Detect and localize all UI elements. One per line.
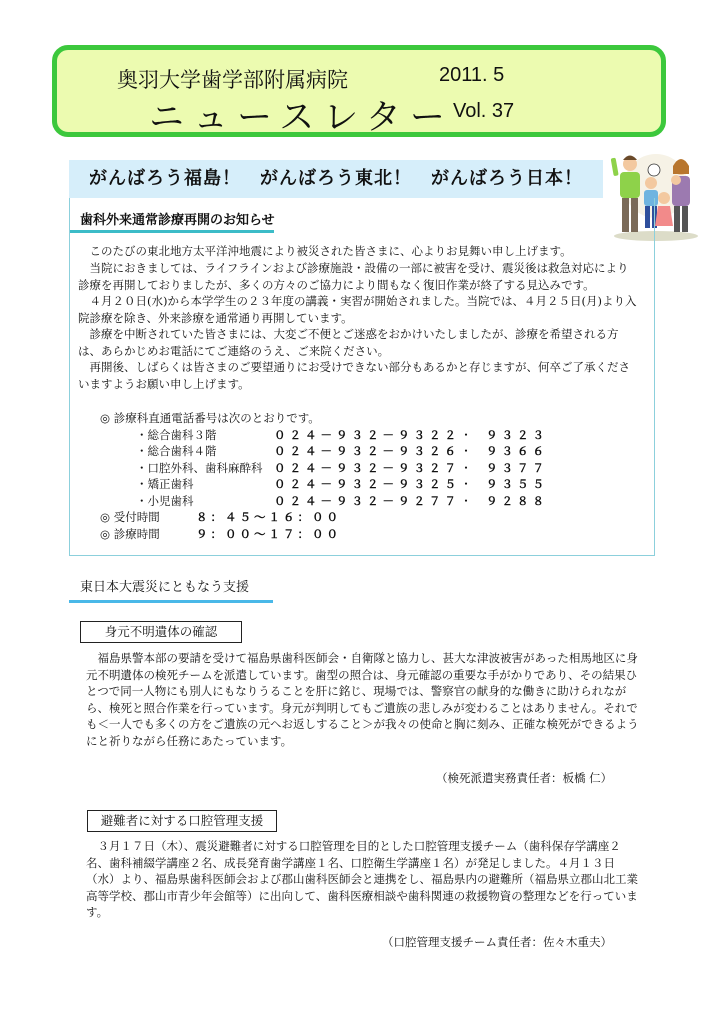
phone-intro: ◎ 診療科直通電話番号は次のとおりです。 bbox=[100, 411, 320, 425]
department: ・総合歯科３階 bbox=[136, 427, 217, 442]
separator: ・ bbox=[460, 460, 472, 475]
phone-directory bbox=[100, 410, 548, 542]
issue-date: 2011. 5 bbox=[439, 64, 505, 86]
phone-row bbox=[100, 427, 548, 444]
organization-name: 奥羽大学歯学部附属病院 bbox=[117, 68, 348, 92]
newsletter-title: ニュースレター bbox=[149, 98, 454, 138]
subsection-signature: （検死派遣実務責任者：板橋 仁） bbox=[436, 771, 613, 785]
phone-number: ０２４－９３２－９３２６ bbox=[274, 444, 460, 458]
hours-value: ８：４５～１６：００ bbox=[196, 510, 341, 524]
department: ・小児歯科 bbox=[136, 493, 194, 508]
hours-label: ◎ 診療時間 bbox=[100, 526, 160, 541]
notice-paragraph: 診療を中断されていた皆さまには、大変ご不便とご迷惑をおかけいたしましたが、診療を希望される方は、あらかじめお電話にてご連絡のうえ、ご来院ください。 bbox=[78, 327, 619, 358]
notice-box bbox=[69, 198, 655, 556]
phone-number: ０２４－９３２－９３２２ bbox=[274, 427, 460, 442]
phone-number: ０２４－９３２－９２７７ bbox=[274, 493, 460, 508]
phone-row bbox=[100, 476, 548, 493]
subsection-heading: 身元不明遺体の確認 bbox=[80, 621, 242, 643]
notice-paragraph: 再開後、しばらくは皆さまのご要望通りにお受けできない部分もあるかと存じますが、何卒ご了承くださいますようお願い申し上げます。 bbox=[78, 360, 630, 391]
issue-volume: Vol. 37 bbox=[453, 100, 515, 122]
notice-title-underline bbox=[70, 230, 274, 233]
extension: ９２８８ bbox=[486, 493, 548, 508]
newsletter-header bbox=[52, 45, 666, 137]
hours-row bbox=[100, 526, 548, 543]
phone-row bbox=[100, 493, 548, 510]
extension: ９３５５ bbox=[486, 477, 548, 491]
phone-row bbox=[100, 443, 548, 460]
slogan-banner: がんばろう福島！ がんばろう東北！ がんばろう日本！ bbox=[69, 160, 603, 198]
notice-paragraph: ４月２０日(水)から本学学生の２３年度の講義・実習が開始されました。当院では、４月２５日(月)より入院診療を除き、外来診療を通常通り再開しています。 bbox=[78, 294, 637, 325]
notice-paragraph: 当院におきましては、ライフラインおよび診療施設・設備の一部に被害を受け、震災後は救急対応により診療を再開しておりましたが、多くの方々のご協力により間もなく復旧作業が終了する見込みです。 bbox=[78, 261, 629, 292]
support-section-title: 東日本大震災にともなう支援 bbox=[80, 580, 250, 595]
hours-label: ◎ 受付時間 bbox=[100, 510, 160, 524]
department: ・口腔外科、歯科麻酔科 bbox=[136, 460, 263, 475]
department: ・矯正歯科 bbox=[136, 477, 194, 491]
notice-title: 歯科外来通常診療再開のお知らせ bbox=[80, 213, 275, 228]
subsection-body: 福島県警本部の要請を受けて福島県歯科医師会・自衛隊と協力し、甚大な津波被害があった相馬地区に身元不明遺体の検死チームを派遣しています。歯型の照合は、身元確認の重要な手がかりであり、その結果ひとつで同一人物にも別人にもなりうることを肝に銘じ、現場では、警察官の献身的な働きに助けられながら、検死と照合作業を行っています。身元が判明してもご遺族の悲しみが変わることはありません。それでも＜一人でも多くの方をご遺族の元へお返しすること＞が我々の使命と胸に刻み、正確な検死ができるようにと祈りながら任務にあたっています。 bbox=[86, 651, 639, 748]
separator: ・ bbox=[460, 427, 472, 442]
phone-number: ０２４－９３２－９３２５ bbox=[274, 477, 460, 491]
phone-row bbox=[100, 460, 548, 477]
extension: ９３６６ bbox=[486, 444, 548, 458]
subsection-heading: 避難者に対する口腔管理支援 bbox=[87, 810, 277, 832]
subsection-signature: （口腔管理支援チーム責任者：佐々木重夫） bbox=[382, 935, 612, 949]
extension: ９３７７ bbox=[486, 460, 548, 475]
hours-value: ９：００～１７：００ bbox=[196, 526, 341, 541]
subsection-body: ３月１７日（木）、震災避難者に対する口腔管理を目的とした口腔管理支援チーム（歯科保存学講座２名、歯科補綴学講座２名、成長発育歯学講座１名、口腔衛生学講座１名）が発足しました。４月１３日（水）より、福島県歯科医師会および郡山歯科医師会と連携をし、福島県内の避難所（福島県立郡山北工業高等学校、郡山市青少年会館等）に出向して、歯科医療相談や歯科関連の救援物資の整理などを行っています。 bbox=[86, 839, 638, 919]
extension: ９３２３ bbox=[486, 427, 548, 442]
hours-row bbox=[100, 509, 548, 526]
separator: ・ bbox=[460, 477, 472, 491]
department: ・総合歯科４階 bbox=[136, 444, 217, 458]
separator: ・ bbox=[460, 444, 472, 458]
separator: ・ bbox=[460, 493, 472, 508]
support-title-underline bbox=[69, 600, 273, 603]
phone-number: ０２４－９３２－９３２７ bbox=[274, 460, 460, 475]
notice-paragraph: このたびの東北地方太平洋沖地震により被災された皆さまに、心よりお見舞い申し上げます。 bbox=[89, 244, 572, 258]
